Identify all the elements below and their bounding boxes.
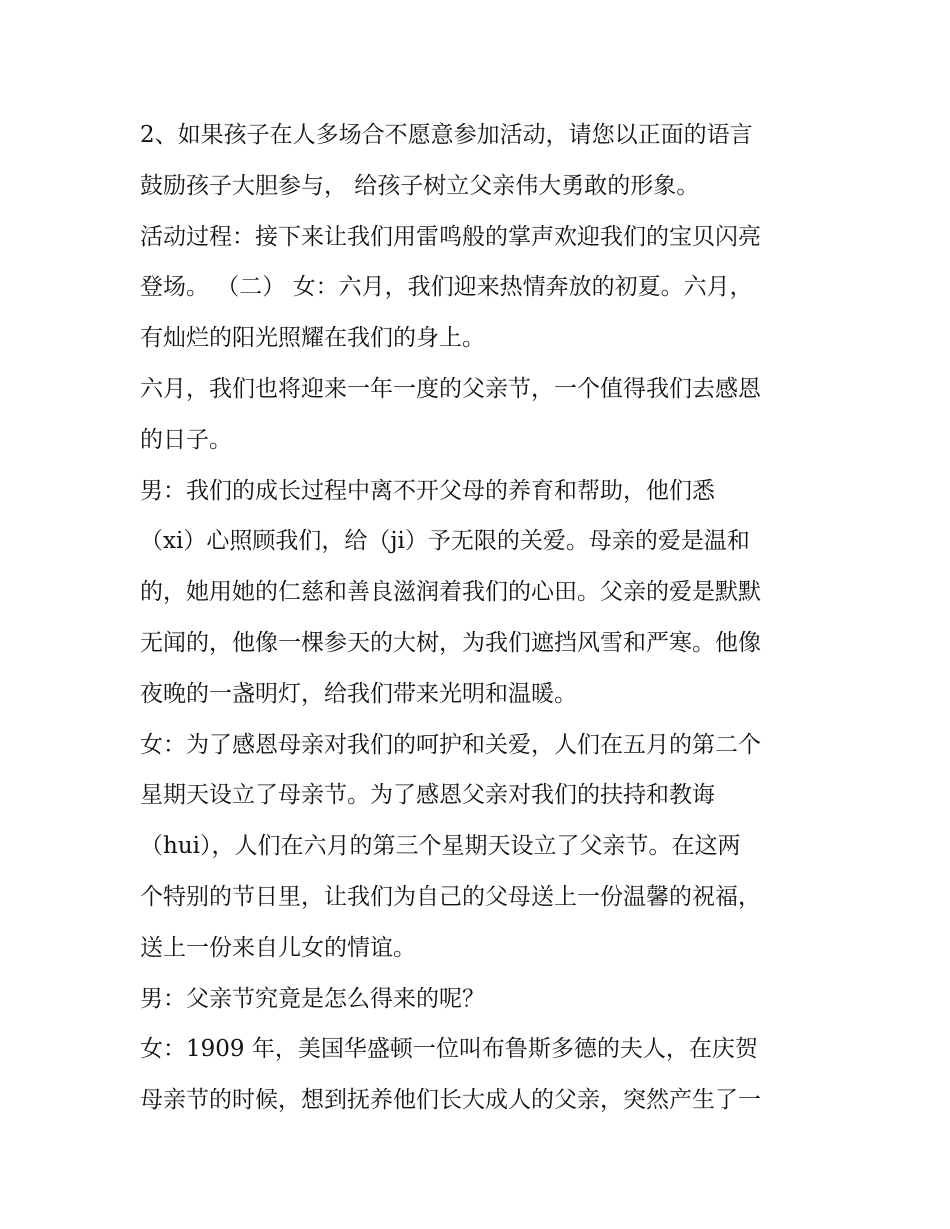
text-line: 夜晚的一盏明灯，给我们带来光明和温暖。	[140, 680, 577, 707]
text-line: 的日子。	[140, 426, 232, 453]
text-line: 无闻的，他像一棵参天的大树，为我们遮挡风雪和严寒。他像	[140, 629, 761, 656]
text-line: 女：1909 年，美国华盛顿一位叫布鲁斯多德的夫人，在庆贺	[140, 1036, 758, 1063]
text-line: 鼓励孩子大胆参与， 给孩子树立父亲伟大勇敢的形象。	[140, 172, 700, 199]
text-line: 男：我们的成长过程中离不开父母的养育和帮助，他们悉	[140, 477, 715, 504]
text-line: 活动过程：接下来让我们用雷鸣般的掌声欢迎我们的宝贝闪亮	[140, 223, 761, 250]
text-line: （xi）心照顾我们，给（ji）予无限的关爱。母亲的爱是温和	[140, 528, 750, 555]
text-line: 有灿烂的阳光照耀在我们的身上。	[140, 325, 485, 352]
text-line: 女：为了感恩母亲对我们的呵护和关爱，人们在五月的第二个	[140, 731, 761, 758]
text-line: 男：父亲节究竟是怎么得来的呢？	[140, 985, 485, 1012]
text-line: 登场。 （二） 女：六月，我们迎来热情奔放的初夏。六月，	[140, 274, 753, 301]
text-line: 星期天设立了母亲节。为了感恩父亲对我们的扶持和教诲	[140, 782, 715, 809]
text-line: 母亲节的时候，想到抚养他们长大成人的父亲，突然产生了一	[140, 1087, 761, 1114]
text-line: 的，她用她的仁慈和善良滋润着我们的心田。父亲的爱是默默	[140, 579, 761, 606]
document-body	[140, 110, 820, 1126]
text-line: 六月，我们也将迎来一年一度的父亲节，一个值得我们去感恩	[140, 375, 761, 402]
text-line: 2、如果孩子在人多场合不愿意参加活动，请您以正面的语言	[140, 122, 753, 148]
text-line: 送上一份来自儿女的情谊。	[140, 934, 416, 961]
text-line: （hui），人们在六月的第三个星期天设立了父亲节。在这两	[140, 833, 741, 860]
text-line: 个特别的节日里，让我们为自己的父母送上一份温馨的祝福，	[140, 883, 761, 910]
